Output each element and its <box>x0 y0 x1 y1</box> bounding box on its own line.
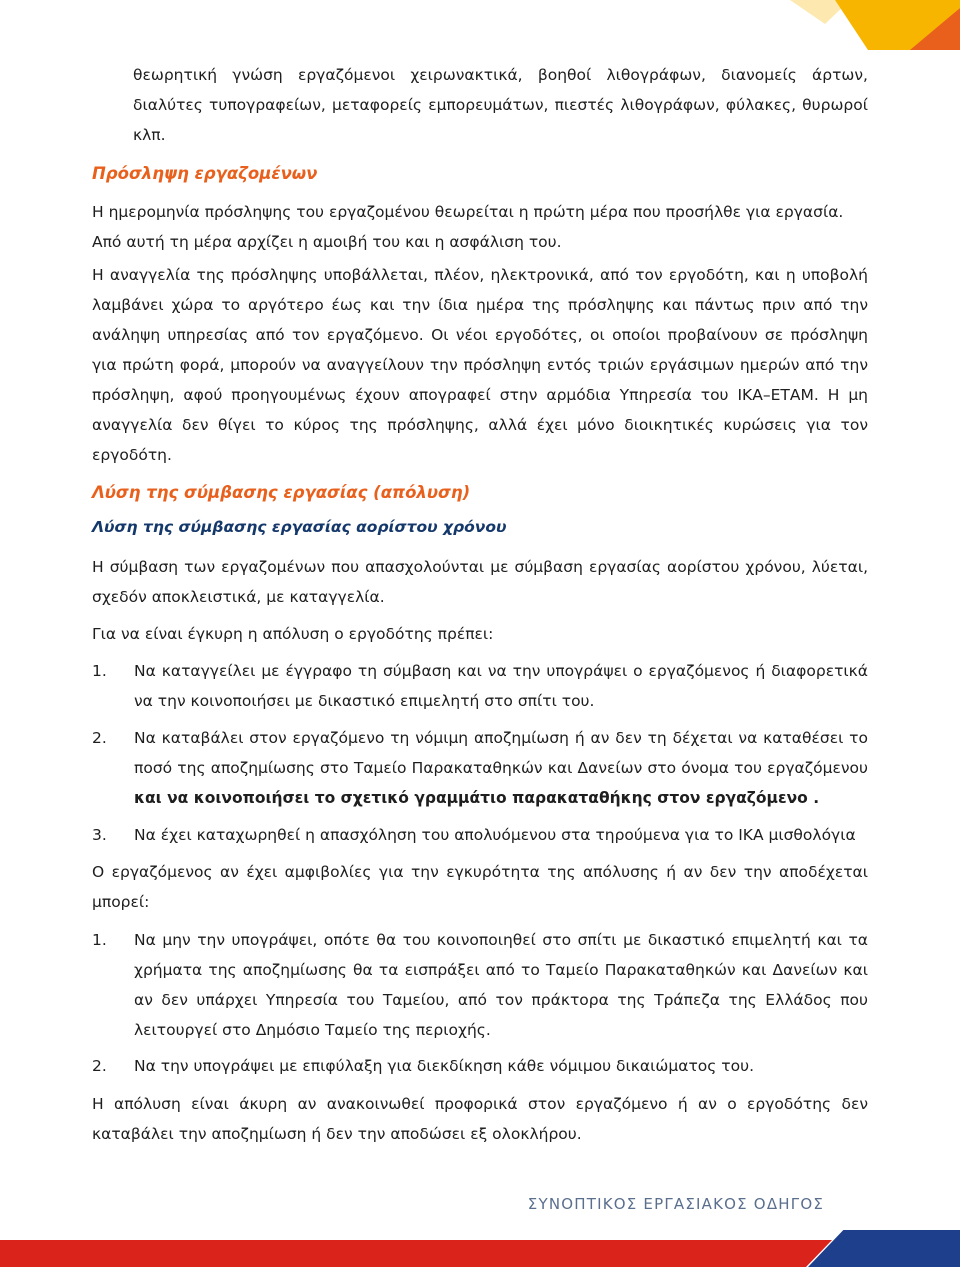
list-number: 1. <box>92 931 107 949</box>
intro-paragraph: θεωρητική γνώση εργαζόμενοι χειρωνακτικά, βοηθοί λιθογράφων, διανομείς άρτων, διαλύτες τυπογραφείων, μεταφορείς εμπορευμάτων, πιεστές λιθογράφων, φύλακες, θυρωροί κλπ. <box>133 66 868 144</box>
termination-paragraph-3: Ο εργαζόμενος αν έχει αμφιβολίες για την εγκυρότητα της απόλυσης ή αν δεν την αποδέχεται μπορεί: <box>92 863 868 911</box>
list-text-bold: και να κοινοποιήσει το σχετικό γραμμάτιο παρακαταθήκης στον εργαζόμενο . <box>134 789 820 807</box>
page-number: 13 <box>896 1190 924 1212</box>
subheading-indefinite-contract: Λύση της σύμβασης εργασίας αορίστου χρόνου <box>92 518 507 536</box>
list-number: 2. <box>92 1057 107 1075</box>
list-text: Να έχει καταχωρηθεί η απασχόληση του απολυόμενου στα τηρούμενα για το ΙΚΑ μισθολόγια <box>134 826 856 844</box>
section-heading-hiring: Πρόσληψη εργαζομένων <box>92 164 318 183</box>
list-number: 2. <box>92 729 107 747</box>
termination-paragraph-2: Για να είναι έγκυρη η απόλυση ο εργοδότης πρέπει: <box>92 625 494 643</box>
termination-paragraph-1: Η σύμβαση των εργαζομένων που απασχολούνται με σύμβαση εργασίας αορίστου χρόνου, λύεται, σχεδόν αποκλειστικά, με καταγγελία. <box>92 558 868 606</box>
list-text: Να μην την υπογράψει, οπότε θα του κοινοποιηθεί στο σπίτι με δικαστικό επιμελητή και τα χρήματα της αποζημίωσης θα τα εισπράξει από το Ταμείο Παρακαταθηκών και Δανείων και αν δεν υπάρχει Υπηρεσία του Ταμείου, από τον πράκτορα της Τράπεζα της Ελλάδος που λειτουργεί στο Δημόσιο Ταμείο της περιοχής. <box>134 931 868 1039</box>
list-item <box>92 723 868 813</box>
list-text: Να καταγγείλει με έγγραφο τη σύμβαση και να την υπογράψει ο εργαζόμενος ή διαφορετικά να την κοινοποιήσει με δικαστικό επιμελητή στο σπίτι του. <box>134 662 868 710</box>
list-item <box>92 656 868 716</box>
footer-title: ΣΥΝΟΠΤΙΚΟΣ ΕΡΓΑΣΙΑΚΟΣ ΟΔΗΓΟΣ <box>527 1195 824 1213</box>
list-item <box>92 925 868 1045</box>
hiring-paragraph-2: Η αναγγελία της πρόσληψης υποβάλλεται, πλέον, ηλεκτρονικά, από τον εργοδότη, και η υποβολή λαμβάνει χώρα το αργότερο έως και την ίδια ημέρα της πρόσληψης και πάντως πριν από την ανάληψη υπηρεσίας από τον εργαζόμενο. Οι νέοι εργοδότες, οι οποίοι προβαίνουν σε πρόσληψη για πρώτη φορά, μπορούν να αναγγείλουν την πρόσληψη εντός τριών εργάσιμων ημερών από την πρόσληψη, αφού προηγουμένως έχουν απογραφεί στην αρμόδια Υπηρεσία του ΙΚΑ–ΕΤΑΜ. Η μη αναγγελία δεν θίγει το κύρος της πρόσληψης, αλλά έχει μόνο διοικητικές κυρώσεις για τον εργοδότη. <box>92 266 868 464</box>
section-heading-termination: Λύση της σύμβασης εργασίας (απόλυση) <box>92 483 471 502</box>
list-number: 3. <box>92 826 107 844</box>
hiring-paragraph-1: Η ημερομηνία πρόσληψης του εργαζομένου θεωρείται η πρώτη μέρα που προσήλθε για εργασία. Από αυτή τη μέρα αρχίζει η αμοιβή του και η ασφάλιση του. <box>92 203 844 251</box>
list-text: Να καταβάλει στον εργαζόμενο τη νόμιμη αποζημίωση ή αν δεν τη δέχεται να καταθέσει το ποσό της αποζημίωσης στο Ταμείο Παρακαταθηκών και Δανείων στο όνομα του εργαζόμενου <box>134 729 868 777</box>
list-item <box>92 820 868 850</box>
list-text-wrapper <box>134 723 868 813</box>
list-item <box>92 1051 868 1081</box>
list-text: Να την υπογράψει με επιφύλαξη για διεκδίκηση κάθε νόμιμου δικαιώματος του. <box>134 1057 754 1075</box>
top-corner-decoration <box>790 0 960 50</box>
list-number: 1. <box>92 662 107 680</box>
termination-paragraph-4: Η απόλυση είναι άκυρη αν ανακοινωθεί προφορικά στον εργαζόμενο ή αν ο εργοδότης δεν καταβάλει την αποζημίωση ή δεν την αποδώσει εξ ολοκλήρου. <box>92 1095 868 1143</box>
bottom-corner-decoration <box>0 1230 960 1267</box>
